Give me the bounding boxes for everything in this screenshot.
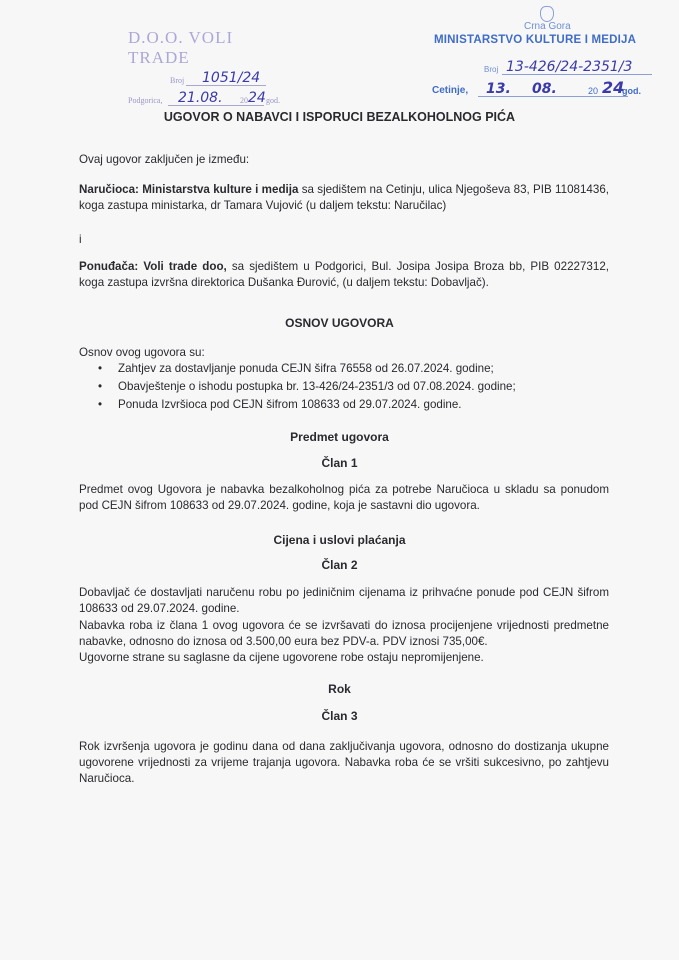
party-1 [79, 182, 609, 214]
supplier-stamp-broj-label: Broj [170, 76, 185, 85]
party-2 [79, 259, 609, 291]
ministry-stamp-broj-label: Broj [484, 65, 499, 74]
supplier-stamp-date-row [128, 88, 298, 108]
intro-text: Ovaj ugovor zaključen je između: [79, 153, 250, 166]
party-1-details: sa sjedištem na Cetinju, ulica Njegoševa 83, PIB 11081436, koga zastupa ministarka, dr Tamara Vujović (u daljem tekstu: Naručilac) [79, 183, 609, 212]
supplier-stamp-number: 1051/24 [202, 70, 261, 86]
article-number: Član 3 [321, 709, 358, 723]
article-2-paragraph: Dobavljač će dostavljati naručenu robu po jediničnim cijenama iz prihvaćne ponude pod CEJN šifrom 108633 od 29.07.2024. godine. [79, 586, 609, 615]
article-2-paragraph: Nabavka roba iz člana 1 ovog ugovora će se izvršavati do iznosa procijenjene vrijednosti predmetne nabavke, odnosno do iznosa od 3.500,00 eura bez PDV-a. PDV iznosi 735,00€. [79, 619, 609, 648]
ministry-stamp-god: god. [622, 86, 641, 96]
osnov-heading: OSNOV UGOVORA [285, 316, 394, 330]
party-2-details: sa sjedištem u Podgorici, Bul. Josipa Josipa Broza bb, PIB 02227312, koga zastupa izvršna direktorica Dušanka Đurović, (u daljem tekstu: Dobavljač). [79, 260, 609, 289]
supplier-stamp-god: god. [266, 96, 280, 105]
ministry-stamp-month: 08. [532, 81, 557, 97]
section-heading: Predmet ugovora [290, 430, 389, 444]
ministry-stamp-year-prefix: 20 [588, 86, 599, 96]
supplier-stamp-number-row [128, 68, 298, 88]
ministry-stamp-country: Crna Gora [524, 21, 571, 32]
party-1-name: Naručioca: Ministarstva kulture i medija [79, 183, 299, 196]
article-1-paragraph: Predmet ovog Ugovora je nabavka bezalkoholnog pića za potrebe Naručioca u skladu sa ponudom pod CEJN šifrom 108633 od 29.07.2024. godine, koja je sastavni dio ugovora. [79, 483, 609, 512]
article-3-paragraph: Rok izvršenja ugovora je godinu dana od dana zaključivanja ugovora, odnosno do dostizanja ukupne ugovorene vrijednosti za vrijeme trajanja ugovora. Nabavka roba će se vršiti sukcesivno, po zahtjevu Naručioca. [79, 740, 609, 785]
coat-of-arms-icon [540, 6, 554, 22]
section-heading: Cijena i uslovi plaćanja [273, 533, 406, 547]
article-number: Član 1 [321, 456, 358, 470]
supplier-stamp-firm: D.O.O. VOLI TRADE [128, 28, 234, 67]
ministry-stamp-year: 24 [602, 78, 625, 97]
article-2-paragraph: Ugovorne strane su saglasne da cijene ugovorene robe ostaju nepromijenjene. [79, 651, 484, 664]
supplier-stamp-year-prefix: 20 [240, 96, 248, 105]
party-2-name: Ponuđača: Voli trade doo, [79, 260, 227, 273]
supplier-stamp-year: 24 [248, 90, 266, 106]
supplier-stamp-place: Podgorica, [128, 96, 163, 105]
supplier-stamp [128, 28, 298, 108]
and-text: i [79, 233, 82, 246]
ministry-stamp-number: 13-426/24-2351/3 [506, 59, 633, 75]
ministry-stamp-number-row [484, 57, 674, 77]
supplier-stamp-date: 21.08. [178, 90, 223, 106]
document-title: UGOVOR O NABAVCI I ISPORUCI BEZALKOHOLNOG PIĆA [163, 110, 516, 124]
osnov-list-item: • Ponuda Izvršioca pod CEJN šifrom 108633 od 29.07.2024. godine. [100, 398, 462, 411]
article-number: Član 2 [321, 558, 358, 572]
section-heading: Rok [328, 682, 351, 696]
osnov-list-item: • Obavještenje o ishodu postupka br. 13-426/24-2351/3 od 07.08.2024. godine; [100, 380, 516, 393]
ministry-stamp-place: Cetinje, [432, 85, 469, 96]
ministry-stamp-name: MINISTARSTVO KULTURE I MEDIJA [434, 34, 637, 46]
ministry-stamp-date-row [432, 79, 672, 99]
osnov-intro: Osnov ovog ugovora su: [79, 346, 205, 359]
osnov-list-item: • Zahtjev za dostavljanje ponuda CEJN šifra 76558 od 26.07.2024. godine; [100, 362, 494, 375]
ministry-stamp-day: 13. [486, 81, 511, 97]
